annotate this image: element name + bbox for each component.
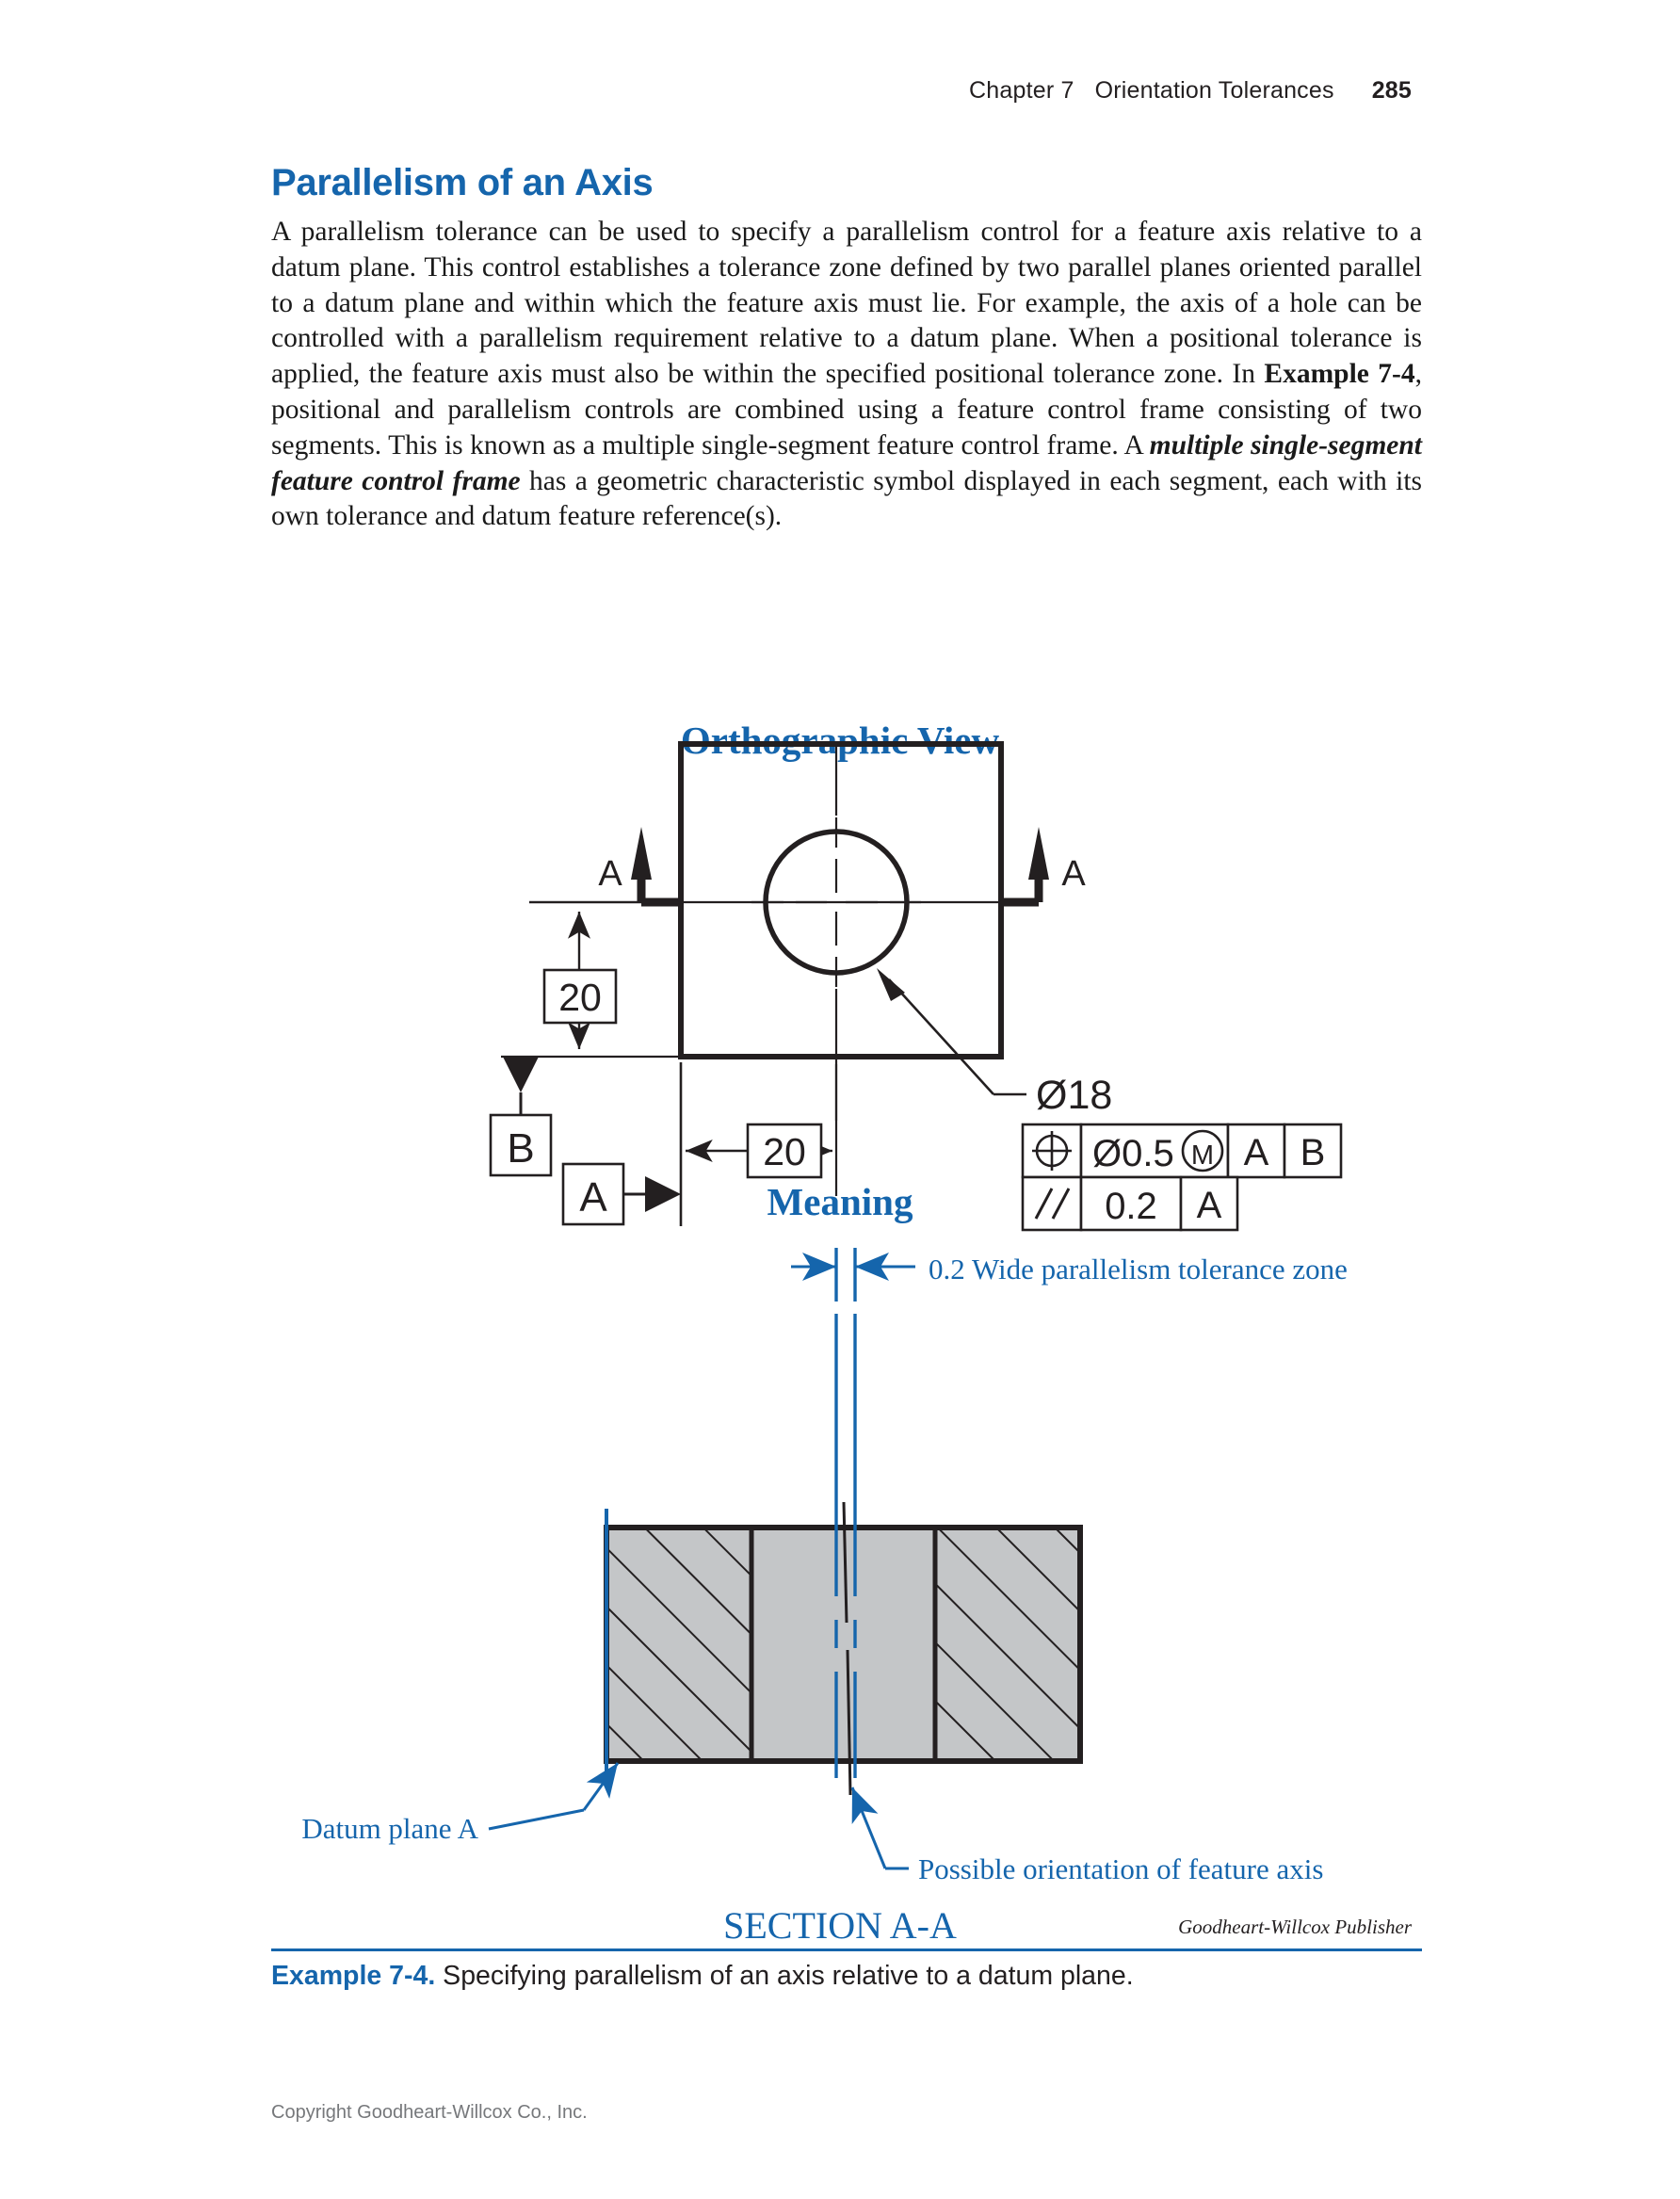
body-emphasis-term: multiple single-segment feature control frame — [271, 429, 1422, 496]
datum-feature-symbol-a — [563, 1164, 681, 1224]
datum-b-label: B — [507, 1125, 535, 1172]
page-title: Parallelism of an Axis — [271, 162, 654, 203]
running-head — [969, 77, 1412, 105]
orthographic-view-title: Orthographic View — [680, 719, 1000, 762]
hole-leader — [877, 968, 1026, 1094]
body-part-3: has a geometric characteristic symbol displayed in each segment, each with its own tolerance and datum feature reference(s). — [271, 465, 1422, 532]
body-part-2: , positional and parallelism controls are combined using a feature control frame consisting of two segments. This is known as a multiple single-segment feature control frame. A — [271, 359, 1422, 461]
caption-label: Example 7-4. — [271, 1961, 436, 1991]
tolerance-zone-label: 0.2 Wide parallelism tolerance zone — [929, 1253, 1348, 1285]
running-head-title: Orientation Tolerances — [1094, 77, 1334, 104]
part-outline — [681, 744, 1001, 1057]
fcf-parallelism-tolerance: 0.2 — [1105, 1186, 1157, 1227]
section-hatch-left — [606, 1528, 751, 1761]
section-arrow-left-label: A — [598, 854, 622, 894]
feature-control-frame — [1023, 1124, 1341, 1230]
fcf-parallelism-symbol-cell — [1023, 1177, 1081, 1230]
figure-caption — [271, 1961, 1448, 1992]
fcf-position-tolerance: Ø0.5 — [1092, 1133, 1174, 1174]
body-emphasis-example: Example 7-4 — [1264, 359, 1415, 390]
caption-divider — [271, 1948, 1422, 1951]
datum-plane-label: Datum plane A — [301, 1812, 478, 1845]
datum-plane-annotation — [301, 1763, 618, 1845]
meaning-title: Meaning — [767, 1180, 913, 1223]
hole-diameter-label: Ø18 — [1036, 1073, 1113, 1118]
vertical-dimension-20 — [501, 902, 680, 1057]
page-number: 285 — [1371, 77, 1412, 104]
body-part-1: A parallelism tolerance can be used to specify a parallelism control for a feature axis relative to a datum plane. This control establishes a tolerance zone defined by two parallel planes oriented parallel to a datum plane and within which the feature axis must lie. For example, the axis of a hole can be controlled with a parallelism requirement relative to a datum plane. When a positional tolerance is applied, the feature axis must also be within the specified positional tolerance zone. In — [271, 217, 1422, 390]
feature-axis-label: Possible orientation of feature axis — [918, 1852, 1324, 1885]
section-aa-label: SECTION A-A — [723, 1904, 957, 1947]
fcf-position-datum1: A — [1243, 1132, 1269, 1173]
vertical-dimension-value: 20 — [558, 976, 602, 1019]
figure-credit: Goodheart-Willcox Publisher — [1178, 1916, 1412, 1938]
fcf-row-position — [1023, 1124, 1341, 1177]
fcf-position-datum2: B — [1300, 1132, 1326, 1173]
section-hatch-right — [935, 1528, 1080, 1761]
body-paragraph — [271, 215, 1422, 535]
datum-a-label: A — [579, 1174, 607, 1221]
section-arrow-left — [598, 827, 680, 902]
datum-feature-symbol-b — [491, 1057, 551, 1175]
mmc-modifier-label: M — [1190, 1140, 1215, 1171]
caption-text: Specifying parallelism of an axis relative to a datum plane. — [435, 1961, 1134, 1991]
horizontal-dimension-value: 20 — [763, 1130, 806, 1173]
feature-axis-annotation — [852, 1787, 1323, 1885]
fcf-row-parallelism — [1023, 1177, 1237, 1230]
section-arrow-right-label: A — [1061, 854, 1086, 894]
copyright-footer: Copyright Goodheart-Willcox Co., Inc. — [271, 2102, 588, 2123]
section-view-block — [606, 1528, 1080, 1761]
section-arrow-right — [1002, 827, 1086, 902]
tolerance-zone-annotation — [791, 1253, 1348, 1285]
running-head-chapter: Chapter 7 — [969, 77, 1074, 104]
fcf-parallelism-datum1: A — [1196, 1185, 1222, 1226]
